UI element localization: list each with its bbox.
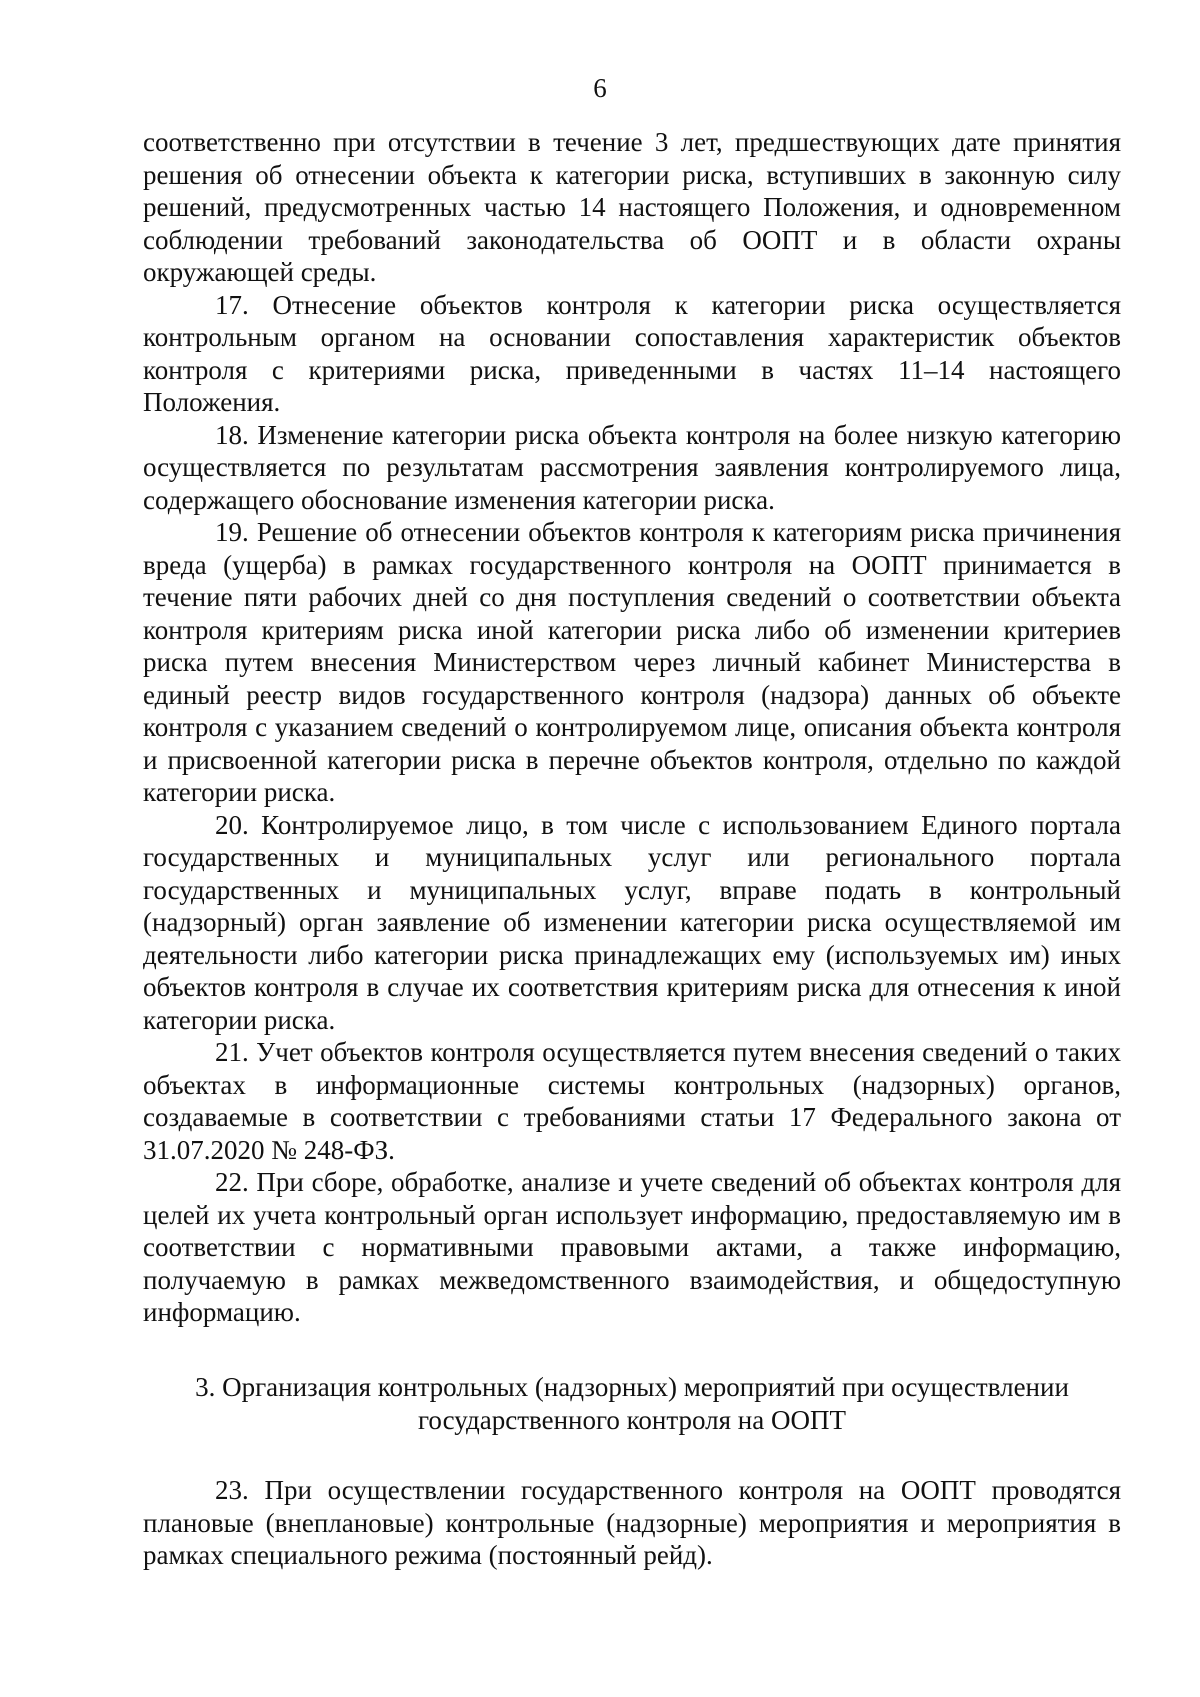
paragraph-23: 23. При осуществлении государственного контроля на ООПТ проводятся плановые (внеплановые) контрольные (надзорные) мероприятия и мероприятия в рамках специального режима (постоянный рейд). <box>143 1475 1121 1570</box>
paragraph-20: 20. Контролируемое лицо, в том числе с использованием Единого портала государственных и муниципальных услуг или регионального портала государственных и муниципальных услуг, вправе подать в контрольный (надзорный) орган заявление об изменении категории риска осуществляемой им деятельности либо категории риска принадлежащих ему (используемых им) иных объектов контроля в случае их соответствия критериям риска для отнесения к иной категории риска. <box>143 809 1121 1035</box>
paragraph-17: 17. Отнесение объектов контроля к категории риска осуществляется контрольным органом на основании сопоставления характеристик объектов контроля с критериями риска, приведенными в частях 11–14 настоящего Положения. <box>143 289 1121 417</box>
paragraph-19: 19. Решение об отнесении объектов контроля к категориям риска причинения вреда (ущерба) в рамках государственного контроля на ООПТ принимается в течение пяти рабочих дней со дня поступления сведений о соответствии объекта контроля критериям риска иной категории риска либо об изменении критериев риска путем внесения Министерством через личный кабинет Министерства в единый реестр видов государственного контроля (надзора) данных об объекте контроля с указанием сведений о контролируемом лице, описания объекта контроля и присвоенной категории риска в перечне объектов контроля, отдельно по каждой категории риска. <box>143 517 1121 807</box>
paragraph-continuation: соответственно при отсутствии в течение 3 лет, предшествующих дате принятия решения об отнесении объекта к категории риска, вступивших в законную силу решений, предусмотренных частью 14 настоящего Положения, и одновременном соблюдении требований законодательства об ООПТ и в области охраны окружающей среды. <box>143 127 1121 287</box>
body-text <box>143 126 1121 1329</box>
section-heading-line-1: 3. Организация контрольных (надзорных) мероприятий при осуществлении <box>195 1372 1069 1402</box>
paragraph-22: 22. При сборе, обработке, анализе и учете сведений об объектах контроля для целей их учета контрольный орган использует информацию, предоставляемую им в соответствии с нормативными правовыми актами, а также информацию, получаемую в рамках межведомственного взаимодействия, и общедоступную информацию. <box>143 1167 1121 1327</box>
paragraph-18: 18. Изменение категории риска объекта контроля на более низкую категорию осуществляется по результатам рассмотрения заявления контролируемого лица, содержащего обоснование изменения категории риска. <box>143 419 1121 515</box>
section-heading-line-2: государственного контроля на ООПТ <box>418 1405 846 1435</box>
section-body <box>143 1474 1121 1572</box>
paragraph-21: 21. Учет объектов контроля осуществляется путем внесения сведений о таких объектах в информационные системы контрольных (надзорных) органов, создаваемые в соответствии с требованиями статьи 17 Федерального закона от 31.07.2020 № 248-ФЗ. <box>143 1037 1121 1165</box>
page-number: 6 <box>593 73 607 103</box>
section-heading <box>143 1371 1121 1437</box>
